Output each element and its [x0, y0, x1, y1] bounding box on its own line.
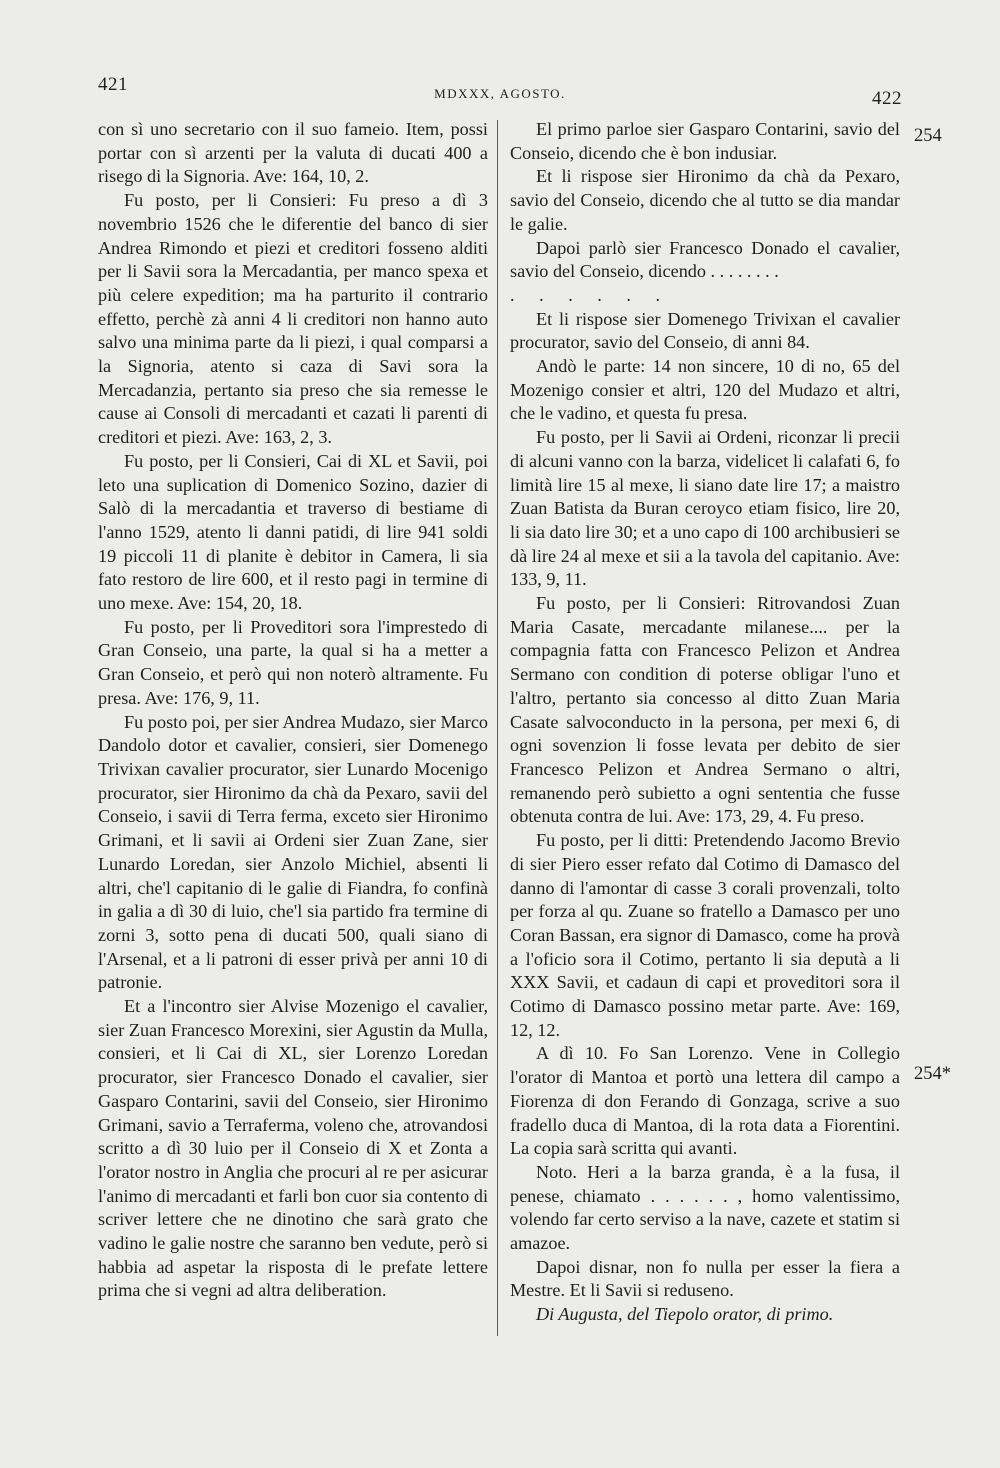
paragraph: Fu posto, per li Consieri: Fu preso a dì 3 novembrio 1526 che le diferentie del banco di sier Andrea Rimondo et piezi et creditori fosseno alditi per li Savii sora la Mercadantia, per manco spexa et più celere expedition; ma ha parturito il contrario effetto, perchè zà anni 4 li creditori non hanno auto salvo una minima parte da li piezi, i qual comparsi a la Signoria, atento si caza di Savi sora la Mercadanzia, pertanto sia preso che sia remesse le cause ai Consoli di mercadanti et cazati li parenti di creditori et piezi. Ave: 163, 2, 3. [98, 190, 488, 448]
paragraph: Dapoi parlò sier Francesco Donado el cavalier, savio del Conseio, dicendo . . . . . . . . [510, 237, 900, 282]
paragraph: Fu posto, per li ditti: Pretendendo Jacomo Brevio di sier Piero esser refato dal Cotimo di Damasco del danno di l'amontar di casse 3 corali provenzali, tolto per forza al qu. Zuane so fratello a Damasco per uno Coran Bassan, era signor di Damasco, come ha provà a l'oficio sora il Cotimo, pertanto li sia deputà a li XXX Savii, et cadaun di capi et proveditori sora il Cotimo di Damasco possino metar parte. Ave: 169, 12, 12. [510, 830, 900, 1040]
margin-note: 254* [914, 1064, 951, 1084]
page-number-right: 422 [872, 88, 902, 109]
paragraph: Et a l'incontro sier Alvise Mozenigo el cavalier, sier Zuan Francesco Morexini, sier Agustin da Mulla, consieri, et li Cai di XL, sier Lorenzo Loredan procurator, sier Francesco Donado el cavalier, sier Gasparo Contarini, savii del Conseio, sier Hironimo Grimani, savio a Terraferma, voleno che, atrovandosi scritto a dì 30 luio per il Conseio di X et Zonta a l'orator nostro in Anglia che procuri al re per asicurar l'animo di mercadanti et farli bon cuor sia contento di scriver lettere che ne dinotino che sarà grato che vadino le galie nostre che saranno ben vedute, però si habbia ad aspetar la risposta di le prefate lettere prima che si vegni ad altra deliberation. [98, 996, 488, 1301]
column-divider [497, 120, 498, 1336]
left-column [98, 118, 488, 1303]
paragraph: Fu posto, per li Proveditori sora l'imprestedo di Gran Conseio, una parte, la qual si ha a metter a Gran Conseio, et però qui non noterò altramente. Fu presa. Ave: 176, 9, 11. [98, 616, 488, 708]
paragraph: Fu posto, per li Savii ai Ordeni, riconzar li precii di alcuni vanno con la barza, videlicet li calafati 6, fo limità lire 15 al mexe, li siano date lire 17; a maistro Zuan Batista da Buran ceroyco etiam fisico, lire 20, li sia dato lire 30; et a uno capo di 100 archibusieri se dà lire 24 al mexe et sii a la tavola del capitanio. Ave: 133, 9, 11. [510, 427, 900, 590]
paragraph: El primo parloe sier Gasparo Contarini, savio del Conseio, dicendo che è bon indusiar. [510, 119, 900, 163]
paragraph: Fu posto, per li Consieri: Ritrovandosi Zuan Maria Casate, mercadante milanese.... per la compagnia fatta con Francesco Pelizon et Andrea Sermano con condition di poterse obligar l'uno et l'altro, pertanto sia concesso al ditto Zuan Maria Casate salvoconducto in la persona, per mexi 6, di ogni sovenzion li fosse levata per debito de sier Francesco Pelizon et Andrea Sermano o altri, remanendo però subietto a ogni sententia che fusse obtenuta contra de lui. Ave: 173, 29, 4. Fu preso. [510, 593, 900, 827]
paragraph: Noto. Heri a la barza granda, è a la fusa, il penese, chiamato . . . . . . , homo valentissimo, volendo far certo serviso a la nave, cazete et statim si amazoe. [510, 1161, 900, 1254]
paragraph: Dapoi disnar, non fo nulla per esser la fiera a Mestre. Et li Savii si reduseno. [510, 1256, 900, 1301]
paragraph-date-entry: A dì 10. Fo San Lorenzo. Vene in Collegio l'orator di Mantoa et portò una lettera dil campo a Fiorenza di don Ferando di Gonzaga, scrive a suo fradello duca di Mantoa, di la rota data a Fiorentini. La copia sarà scritta qui avanti. [510, 1043, 900, 1159]
paragraph: Fu posto, per li Consieri, Cai di XL et Savii, poi leto una suplication di Domenico Sozino, dazier di Salò di la mercadantia et traverso di bestiame di l'anno 1529, atento li danni patidi, di lire 941 soldi 19 piccoli 11 di planite è debitor in Camera, li sia fato restoro de lire 600, et il resto pagi in termine di uno mexe. Ave: 154, 20, 18. [98, 450, 488, 614]
paragraph: con sì uno secretario con il suo fameio. Item, possi portar con sì arzenti per la valuta di ducati 400 a risego di la Signoria. Ave: 164, 10, 2. [98, 119, 488, 187]
page-number-left: 421 [98, 74, 128, 95]
margin-note: 254 [914, 126, 942, 146]
letter-heading: Di Augusta, del Tiepolo orator, di primo. [536, 1304, 834, 1325]
right-column [510, 118, 900, 1327]
running-header: MDXXX, AGOSTO. [434, 86, 566, 101]
paragraph: Andò le parte: 14 non sincere, 10 di no, 65 del Mozenigo consier et altri, 120 del Mudazo et altri, che le vadino, et questa fu presa. [510, 356, 900, 424]
paragraph: Et li rispose sier Hironimo da chà da Pexaro, savio del Conseio, dicendo che al tutto se dia mandar le galie. [510, 166, 900, 234]
ellipsis-line: . . . . . . [510, 284, 671, 305]
paragraph: Fu posto poi, per sier Andrea Mudazo, sier Marco Dandolo dotor et cavalier, consieri, sier Domenego Trivixan cavalier procurator, sier Lunardo Mocenigo procurator, sier Hironimo da chà da Pexaro, savii del Conseio, i savii di Terra ferma, exceto sier Hironimo Grimani, et li savii ai Ordeni sier Zuan Zane, sier Lunardo Loredan, sier Anzolo Michiel, absenti li altri, che'l capitanio di le galie di Fiandra, fo confinà in galia a dì 30 di luio, che'l sia partido fra termine di zorni 3, sotto pena di ducati 500, quali siano di l'Arsenal, et a li patroni di esser privà per anni 10 di patronie. [98, 711, 488, 993]
paragraph: Et li rispose sier Domenego Trivixan el cavalier procurator, savio del Conseio, di anni 84. [510, 308, 900, 353]
